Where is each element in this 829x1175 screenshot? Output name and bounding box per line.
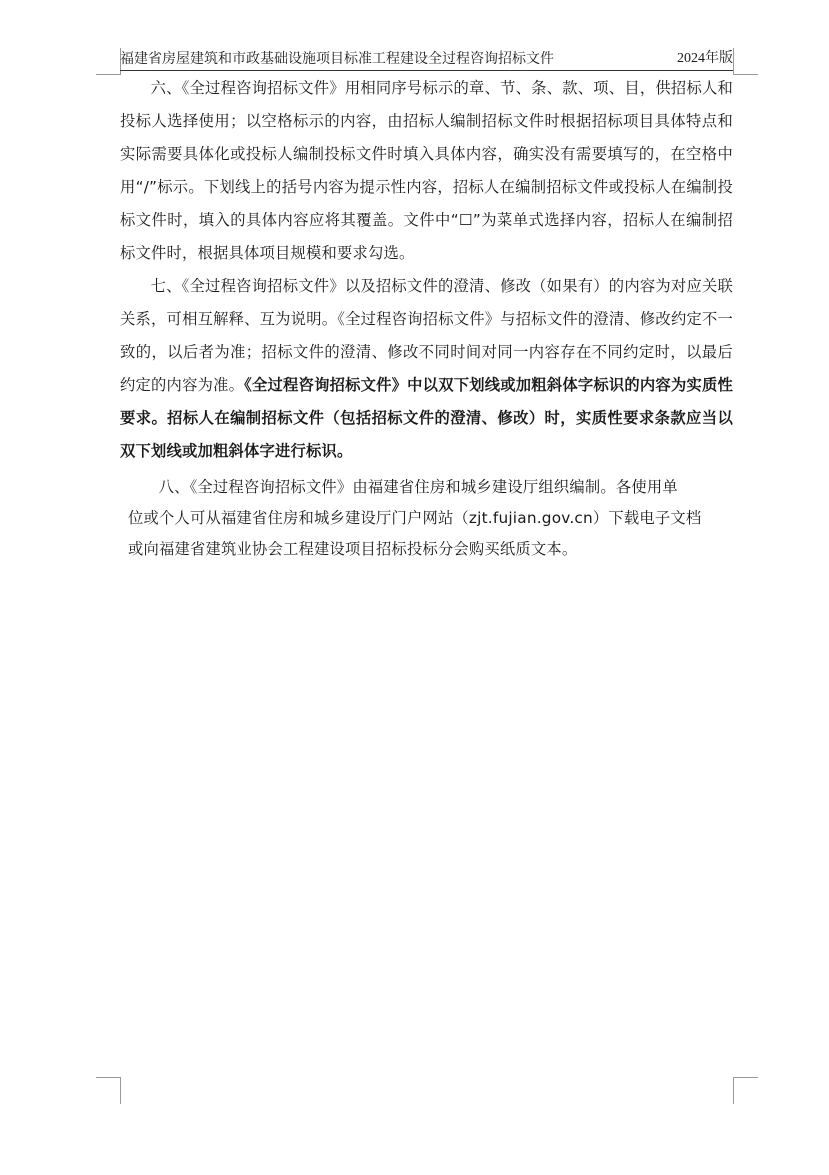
paragraph-7 [120,270,733,468]
paragraph-6: 六、《全过程咨询招标文件》用相同序号标示的章、节、条、款、项、目，供招标人和投标人选择使用；以空格标示的内容，由招标人编制招标文件时根据招标项目具体特点和实际需要具体化或投标人编制投标文件时填入具体内容，确实没有需要填写的，在空格中用“/”标示。下划线上的括号内容为提示性内容，招标人在编制招标文件或投标人在编制投标文件时，填入的具体内容应将其覆盖。文件中“☐”为菜单式选择内容，招标人在编制招标文件时，根据具体项目规模和要求勾选。 [120,79,733,262]
paragraph-8-line-2: 位或个人可从福建省住房和城乡建设厅门户网站（zjt.fujian.gov.cn）下载电子文档 [128,509,702,527]
document-body [120,72,733,565]
header-title: 福建省房屋建筑和市政基础设施项目标准工程建设全过程咨询招标文件 [120,51,554,67]
crop-mark-top-right [733,48,758,75]
page-header [120,49,733,71]
paragraph-8-line-3: 或向福建省建筑业协会工程建设项目招标投标分会购买纸质文本。 [128,540,578,558]
paragraph-7-substantive-requirement: 《全过程咨询招标文件》中以双下划线或加粗斜体字标识的内容为实质性要求。招标人在编制招标文件（包括招标文件的澄清、修改）时，实质性要求条款应当以双下划线或加粗斜体字进行标识。 [120,376,733,460]
crop-mark-top-left [96,48,121,75]
paragraph-8-line-1: 八、《全过程咨询招标文件》由福建省住房和城乡建设厅组织编制。各使用单 [158,478,678,496]
crop-mark-bottom-right [733,1077,758,1104]
header-edition: 2024年版 [677,51,733,66]
paragraph-7-text: 七、《全过程咨询招标文件》以及招标文件的澄清、修改（如果有）的内容为对应关联关系，可相互解释、互为说明。《全过程咨询招标文件》与招标文件的澄清、修改约定不一致的，以后者为准；招标文件的澄清、修改不同时间对同一内容存在不同约定时，以最后约定的内容为准。 [120,277,733,394]
paragraph-8 [120,472,733,565]
crop-mark-bottom-left [96,1077,121,1104]
